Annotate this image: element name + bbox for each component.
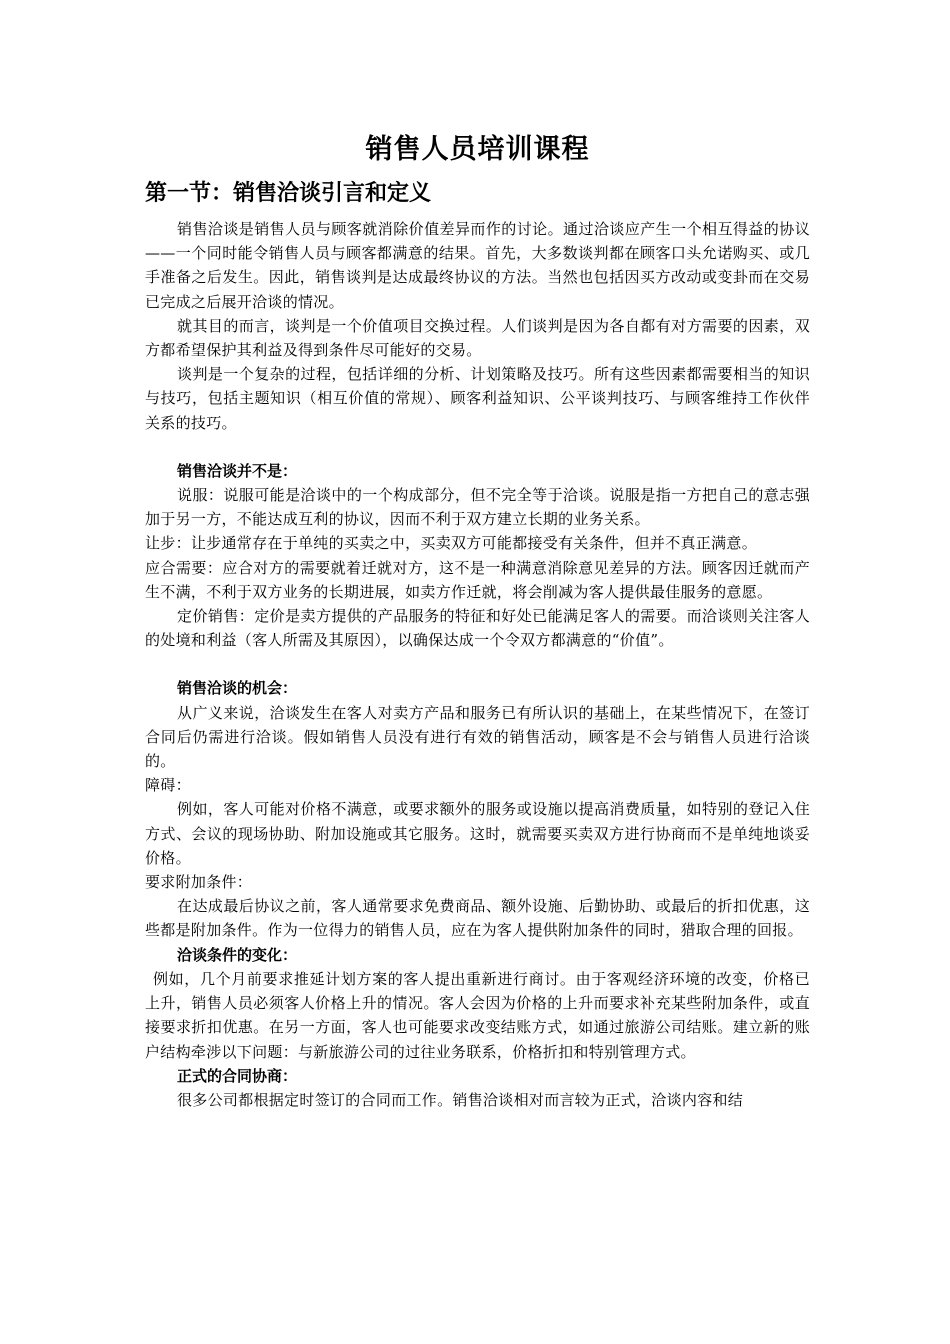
section-heading: 第一节：销售洽谈引言和定义 [145, 180, 432, 206]
spacer [145, 652, 810, 676]
contract-heading: 正式的合同协商： [177, 1066, 298, 1085]
intro-paragraph-2: 就其目的而言，谈判是一个价值项目交换过程。人们谈判是因为各自都有对方需要的因素，双方都希望保护其利益及得到条件尽可能好的交易。 [145, 316, 810, 360]
obstacle-label: 障碍： [145, 776, 191, 795]
not-item-accommodation: 应合需要：应合对方的需要就着迁就对方，这不是一种满意消除意见差异的方法。顾客因迁就而产生不满，不利于双方业务的长期进展，如卖方作迁就，将会削减为客人提供最佳服务的意愿。 [145, 558, 810, 601]
change-paragraph: 例如，几个月前要求推延计划方案的客人提出重新进行商讨。由于客观经济环境的改变，价格已上升，销售人员必须客人价格上升的情况。客人会因为价格的上升而要求补充某些附加条件，或直接要求折扣优惠。在另一方面，客人也可能要求改变结账方式，如通过旅游公司结账。建立新的账户结构牵涉以下问题：与新旅游公司的过往业务联系，价格折扣和特别管理方式。 [145, 969, 810, 1061]
contract-paragraph: 很多公司都根据定时签订的合同而工作。销售洽谈相对而言较为正式，洽谈内容和结 [177, 1090, 744, 1109]
opportunity-paragraph: 从广义来说，洽谈发生在客人对卖方产品和服务已有所认识的基础上，在某些情况下，在签订合同后仍需进行洽谈。假如销售人员没有进行有效的销售活动，顾客是不会与销售人员进行洽谈的。 [145, 703, 810, 771]
intro-paragraph-3: 谈判是一个复杂的过程，包括详细的分析、计划策略及技巧。所有这些因素都需要相当的知识与技巧，包括主题知识（相互价值的常规）、顾客利益知识、公平谈判技巧、与顾客维持工作伙伴关系的技巧。 [145, 365, 810, 432]
spacer [145, 435, 810, 459]
not-item-pricing: 定价销售：定价是卖方提供的产品服务的特征和好处已能满足客人的需要。而洽谈则关注客人的处境和利益（客人所需及其原因），以确保达成一个令双方都满意的“价值”。 [145, 607, 810, 650]
extra-conditions-paragraph: 在达成最后协议之前，客人通常要求免费商品、额外设施、后勤协助、或最后的折扣优惠，这些都是附加条件。作为一位得力的销售人员，应在为客人提供附加条件的同时，猎取合理的回报。 [145, 897, 810, 940]
opportunity-heading: 销售洽谈的机会： [177, 679, 298, 698]
intro-paragraph-1: 销售洽谈是销售人员与顾客就消除价值差异而作的讨论。通过洽谈应产生一个相互得益的协议——一个同时能令销售人员与顾客都满意的结果。首先，大多数谈判都在顾客口头允诺购买、或几手准备之后发生。因此，销售谈判是达成最终协议的方法。当然也包括因买方改动或变卦而在交易已完成之后展开洽谈的情况。 [145, 220, 810, 311]
change-heading: 洽谈条件的变化： [177, 945, 298, 964]
obstacle-paragraph: 例如，客人可能对价格不满意，或要求额外的服务或设施以提高消费质量，如特别的登记入住方式、会议的现场协助、附加设施或其它服务。这时，就需要买卖双方进行协商而不是单纯地谈妥价格。 [145, 800, 810, 867]
extra-conditions-label: 要求附加条件： [145, 873, 253, 892]
not-item-persuasion: 说服：说服可能是洽谈中的一个构成部分，但不完全等于洽谈。说服是指一方把自己的意志强加于另一方，不能达成互利的协议，因而不利于双方建立长期的业务关系。 [145, 486, 810, 529]
document-title: 销售人员培训课程 [365, 134, 590, 165]
not-item-concession: 让步：让步通常存在于单纯的买卖之中，买卖双方可能都接受有关条件，但并不真正满意。 [145, 534, 758, 553]
not-heading: 销售洽谈并不是： [177, 461, 298, 480]
document-page [145, 128, 810, 1112]
